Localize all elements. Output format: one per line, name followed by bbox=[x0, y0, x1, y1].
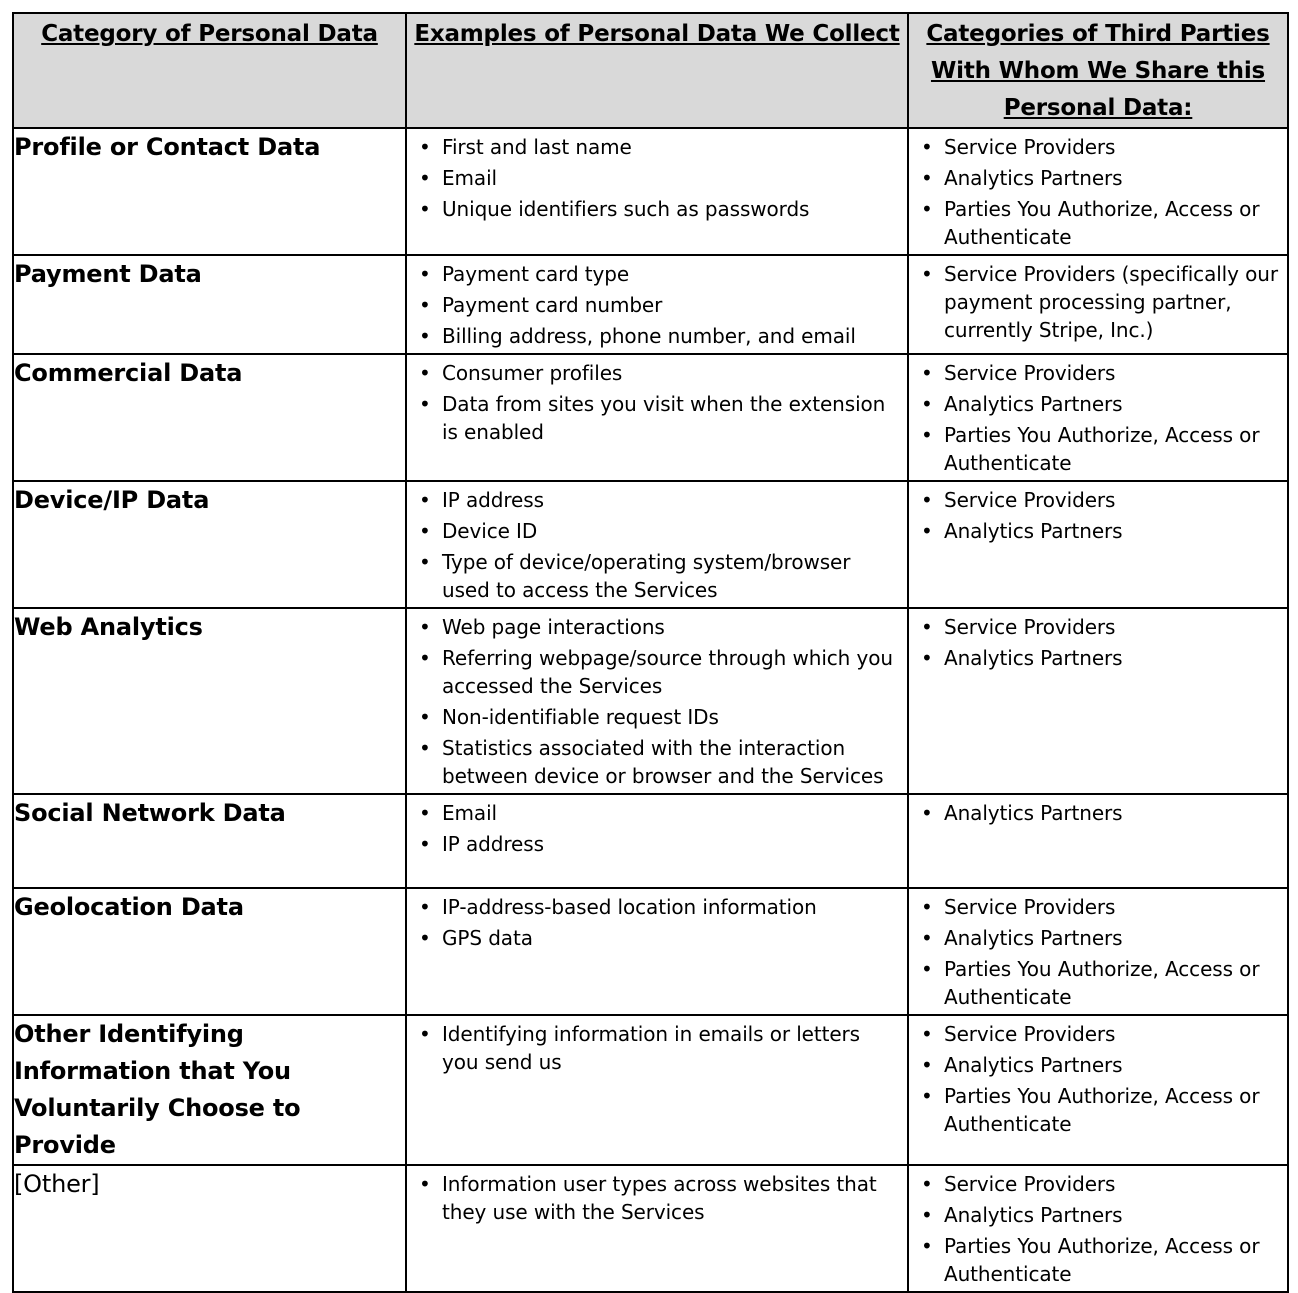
list-item: • Parties You Authorize, Access or Authenticate bbox=[919, 195, 1281, 251]
third-parties-list bbox=[909, 1016, 1287, 1138]
table-row bbox=[13, 608, 1288, 794]
list-item: • Analytics Partners bbox=[919, 1201, 1281, 1229]
table-row bbox=[13, 128, 1288, 255]
third-parties-list bbox=[909, 482, 1287, 545]
list-item: • Referring webpage/source through which you accessed the Services bbox=[417, 644, 901, 700]
list-item: • IP-address-based location information bbox=[417, 893, 901, 921]
list-item: • Billing address, phone number, and email bbox=[417, 322, 901, 350]
list-item: • Data from sites you visit when the extension is enabled bbox=[417, 390, 901, 446]
list-item: • Analytics Partners bbox=[919, 799, 1281, 827]
category-cell: Social Network Data bbox=[13, 794, 406, 888]
header-row bbox=[13, 13, 1288, 128]
table-row bbox=[13, 1165, 1288, 1292]
list-item: • Email bbox=[417, 799, 901, 827]
examples-cell bbox=[406, 354, 908, 481]
list-item: • Service Providers bbox=[919, 613, 1281, 641]
list-item: • Identifying information in emails or letters you send us bbox=[417, 1020, 901, 1076]
header-third-parties: Categories of Third Parties With Whom We Share this Personal Data: bbox=[908, 13, 1288, 128]
list-item: • Type of device/operating system/browser used to access the Services bbox=[417, 548, 901, 604]
examples-list bbox=[407, 795, 907, 858]
personal-data-table bbox=[12, 12, 1289, 1293]
third-parties-cell bbox=[908, 608, 1288, 794]
third-parties-cell bbox=[908, 354, 1288, 481]
list-item: • Device ID bbox=[417, 517, 901, 545]
examples-list bbox=[407, 889, 907, 952]
third-parties-list bbox=[909, 1166, 1287, 1288]
list-item: • Payment card number bbox=[417, 291, 901, 319]
list-item: • Analytics Partners bbox=[919, 390, 1281, 418]
category-cell: Geolocation Data bbox=[13, 888, 406, 1015]
list-item: • Service Providers bbox=[919, 1020, 1281, 1048]
list-item: • Parties You Authorize, Access or Authenticate bbox=[919, 1232, 1281, 1288]
list-item: • Analytics Partners bbox=[919, 1051, 1281, 1079]
list-item: • Consumer profiles bbox=[417, 359, 901, 387]
category-cell: Payment Data bbox=[13, 255, 406, 354]
category-cell: Other Identifying Information that You Voluntarily Choose to Provide bbox=[13, 1015, 406, 1165]
third-parties-list bbox=[909, 609, 1287, 672]
category-cell: Profile or Contact Data bbox=[13, 128, 406, 255]
examples-cell bbox=[406, 794, 908, 888]
list-item: • Non-identifiable request IDs bbox=[417, 703, 901, 731]
list-item: • Analytics Partners bbox=[919, 644, 1281, 672]
third-parties-cell bbox=[908, 888, 1288, 1015]
third-parties-list bbox=[909, 129, 1287, 251]
table-row bbox=[13, 794, 1288, 888]
list-item: • Service Providers (specifically our payment processing partner, currently Stripe, Inc.) bbox=[919, 260, 1281, 344]
examples-list bbox=[407, 1166, 907, 1226]
category-cell: Web Analytics bbox=[13, 608, 406, 794]
list-item: • Service Providers bbox=[919, 893, 1281, 921]
examples-list bbox=[407, 1016, 907, 1076]
list-item: • Analytics Partners bbox=[919, 924, 1281, 952]
list-item: • Email bbox=[417, 164, 901, 192]
third-parties-list bbox=[909, 795, 1287, 827]
third-parties-cell bbox=[908, 1015, 1288, 1165]
examples-list bbox=[407, 256, 907, 350]
list-item: • Service Providers bbox=[919, 486, 1281, 514]
examples-cell bbox=[406, 1165, 908, 1292]
category-cell: [Other] bbox=[13, 1165, 406, 1292]
examples-cell bbox=[406, 1015, 908, 1165]
list-item: • Unique identifiers such as passwords bbox=[417, 195, 901, 223]
third-parties-list bbox=[909, 256, 1287, 344]
list-item: • Analytics Partners bbox=[919, 517, 1281, 545]
list-item: • Service Providers bbox=[919, 359, 1281, 387]
third-parties-list bbox=[909, 889, 1287, 1011]
header-examples: Examples of Personal Data We Collect bbox=[406, 13, 908, 128]
list-item: • First and last name bbox=[417, 133, 901, 161]
third-parties-cell bbox=[908, 128, 1288, 255]
examples-cell bbox=[406, 255, 908, 354]
list-item: • Parties You Authorize, Access or Authenticate bbox=[919, 421, 1281, 477]
table-row bbox=[13, 481, 1288, 608]
examples-list bbox=[407, 609, 907, 790]
examples-list bbox=[407, 482, 907, 604]
list-item: • Payment card type bbox=[417, 260, 901, 288]
third-parties-cell bbox=[908, 794, 1288, 888]
examples-cell bbox=[406, 608, 908, 794]
examples-cell bbox=[406, 128, 908, 255]
category-cell: Commercial Data bbox=[13, 354, 406, 481]
third-parties-cell bbox=[908, 1165, 1288, 1292]
list-item: • Service Providers bbox=[919, 133, 1281, 161]
list-item: • IP address bbox=[417, 830, 901, 858]
examples-list bbox=[407, 355, 907, 446]
examples-cell bbox=[406, 888, 908, 1015]
list-item: • Analytics Partners bbox=[919, 164, 1281, 192]
table-row bbox=[13, 354, 1288, 481]
table-row bbox=[13, 888, 1288, 1015]
examples-list bbox=[407, 129, 907, 223]
list-item: • Service Providers bbox=[919, 1170, 1281, 1198]
list-item: • Parties You Authorize, Access or Authenticate bbox=[919, 1082, 1281, 1138]
list-item: • Web page interactions bbox=[417, 613, 901, 641]
list-item: • IP address bbox=[417, 486, 901, 514]
third-parties-cell bbox=[908, 255, 1288, 354]
header-category: Category of Personal Data bbox=[13, 13, 406, 128]
list-item: • Parties You Authorize, Access or Authenticate bbox=[919, 955, 1281, 1011]
table-row bbox=[13, 255, 1288, 354]
examples-cell bbox=[406, 481, 908, 608]
third-parties-list bbox=[909, 355, 1287, 477]
list-item: • GPS data bbox=[417, 924, 901, 952]
table-row bbox=[13, 1015, 1288, 1165]
list-item: • Information user types across websites that they use with the Services bbox=[417, 1170, 901, 1226]
list-item: • Statistics associated with the interaction between device or browser and the Services bbox=[417, 734, 901, 790]
category-cell: Device/IP Data bbox=[13, 481, 406, 608]
third-parties-cell bbox=[908, 481, 1288, 608]
